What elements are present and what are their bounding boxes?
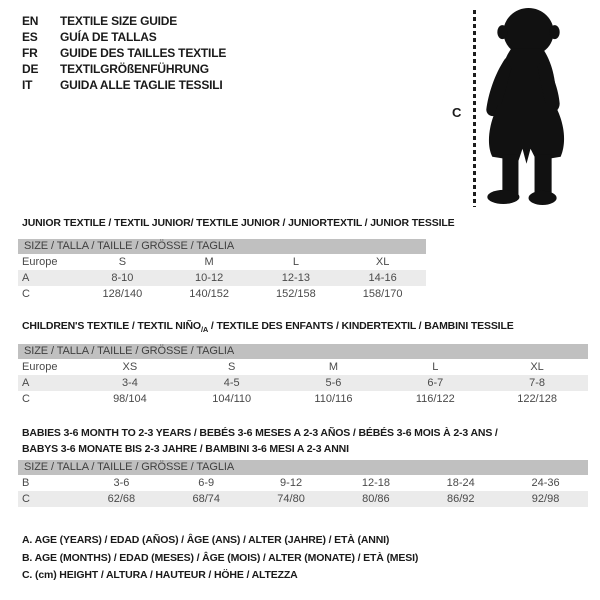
table-cell: 140/152 (189, 288, 229, 300)
language-row (22, 13, 226, 29)
language-title: GUIDE DES TAILLES TEXTILE (60, 46, 227, 60)
size-table-header: SIZE / TALLA / TAILLE / GRÖSSE / TAGLIA (18, 460, 588, 475)
footnote-legend (22, 532, 418, 585)
table-row-europe (18, 359, 588, 375)
footnote-height-cm: C. (cm) HEIGHT / ALTURA / HAUTEUR / HÖHE / ALTEZZA (22, 569, 298, 581)
language-code: FR (22, 46, 38, 60)
table-cell: 10-12 (195, 272, 224, 284)
language-title: TEXTILE SIZE GUIDE (60, 14, 178, 28)
table-cell: 110/116 (314, 393, 353, 405)
table-row-age (18, 375, 588, 391)
table-cell: L (292, 256, 299, 268)
row-label: C (22, 393, 30, 405)
table-cell: 12-18 (361, 477, 390, 489)
baby-silhouette-icon (478, 6, 575, 207)
table-cell: 8-10 (111, 272, 134, 284)
row-label: A (22, 377, 30, 389)
children-heading-subscript: /A (200, 325, 209, 335)
language-title: GUÍA DE TALLAS (60, 30, 157, 44)
table-cell: 122/128 (517, 393, 557, 405)
table-row-height (18, 491, 588, 507)
language-title-list (22, 13, 226, 93)
language-row (22, 77, 226, 93)
table-cell: 80/86 (362, 493, 390, 505)
table-row-age (18, 270, 426, 286)
table-cell: 7-8 (529, 377, 546, 389)
table-cell: 24-36 (531, 477, 560, 489)
table-row-height (18, 286, 426, 302)
children-heading-text: / TEXTILE DES ENFANTS / KINDERTEXTIL / BAMBINI TESSILE (208, 320, 514, 332)
table-cell: 74/80 (277, 493, 305, 505)
table-cell: M (328, 361, 339, 373)
children-heading-text: CHILDREN'S TEXTILE / TEXTIL NIÑO (22, 320, 201, 332)
size-table-header: SIZE / TALLA / TAILLE / GRÖSSE / TAGLIA (18, 344, 588, 359)
language-title: GUIDA ALLE TAGLIE TESSILI (60, 78, 223, 92)
table-cell: 158/170 (362, 288, 403, 300)
language-code: ES (22, 30, 38, 44)
table-cell: S (118, 256, 127, 268)
table-row-age-months (18, 475, 588, 491)
language-code: EN (22, 14, 39, 28)
table-cell: 6-7 (427, 377, 444, 389)
height-measure-label: C (452, 105, 462, 120)
table-cell: S (228, 361, 236, 373)
babies-section-heading (22, 425, 498, 457)
table-cell: 6-9 (198, 477, 215, 489)
table-cell: L (432, 361, 439, 373)
table-cell: 98/104 (113, 393, 147, 405)
row-label: Europe (22, 361, 58, 373)
footnote-age-months: B. AGE (MONTHS) / EDAD (MESES) / ÂGE (MOIS) / ALTER (MONATE) / ETÀ (MESI) (22, 551, 419, 564)
table-cell: 3-6 (113, 477, 130, 489)
table-cell: 5-6 (325, 377, 342, 389)
table-cell: XL (375, 256, 390, 268)
language-title: TEXTILGRÖßENFÜHRUNG (60, 62, 209, 76)
table-cell: 12-13 (281, 272, 310, 284)
table-cell: 18-24 (446, 477, 475, 489)
height-measure-line (473, 10, 476, 207)
table-cell: 116/122 (415, 393, 455, 405)
table-row-europe (18, 254, 426, 270)
row-label: A (22, 272, 30, 284)
table-cell: 92/98 (531, 493, 560, 505)
size-table-header: SIZE / TALLA / TAILLE / GRÖSSE / TAGLIA (18, 239, 426, 254)
table-cell: 4-5 (223, 377, 240, 389)
row-label: C (22, 493, 30, 505)
table-cell: 9-12 (280, 477, 303, 489)
children-size-table (18, 344, 588, 407)
language-code: DE (22, 62, 39, 76)
children-section-heading (22, 320, 514, 334)
babies-size-table (18, 460, 588, 507)
language-row (22, 45, 226, 61)
row-label: B (22, 477, 30, 489)
table-cell: XS (122, 361, 138, 373)
row-label: Europe (22, 256, 58, 268)
footnote-age-years: A. AGE (YEARS) / EDAD (AÑOS) / ÂGE (ANS) / ALTER (JAHRE) / ETÀ (ANNI) (22, 534, 390, 546)
babies-heading-line2: BABYS 3-6 MONATE BIS 2-3 JAHRE / BAMBINI 3-6 MESI A 2-3 ANNI (22, 443, 349, 455)
language-code: IT (22, 78, 33, 92)
table-cell: 152/158 (275, 288, 316, 300)
junior-size-table (18, 239, 426, 302)
table-cell: 128/140 (102, 288, 143, 300)
junior-section-heading: JUNIOR TEXTILE / TEXTIL JUNIOR/ TEXTILE JUNIOR / JUNIORTEXTIL / JUNIOR TESSILE (22, 217, 455, 229)
table-cell: 68/74 (192, 493, 220, 505)
table-cell: 62/68 (107, 493, 136, 505)
babies-heading-line1: BABIES 3-6 MONTH TO 2-3 YEARS / BEBÉS 3-6 MESES A 2-3 AÑOS / BÉBÉS 3-6 MOIS À 2-3 ANS / (22, 427, 498, 439)
language-row (22, 61, 226, 77)
table-cell: XL (530, 361, 544, 373)
table-row-height (18, 391, 588, 407)
table-cell: M (204, 256, 214, 268)
language-row (22, 29, 226, 45)
table-cell: 104/110 (212, 393, 252, 405)
row-label: C (22, 288, 30, 300)
table-cell: 14-16 (368, 272, 397, 284)
table-cell: 3-4 (121, 377, 138, 389)
table-cell: 86/92 (446, 493, 475, 505)
